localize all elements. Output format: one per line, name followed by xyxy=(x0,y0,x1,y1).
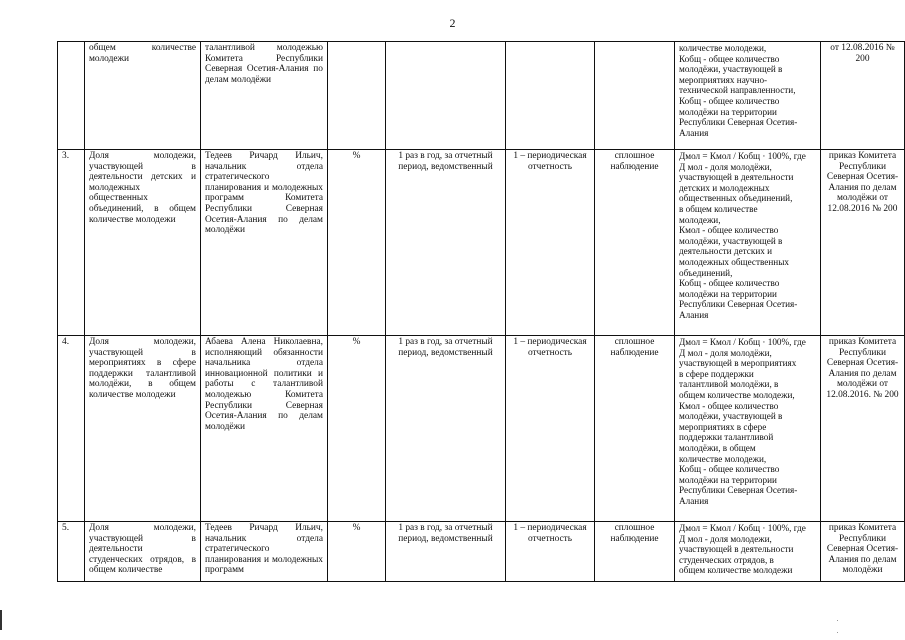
responsible-person: талантливой молодежью Комитета Республики Северная Осетия-Алания по делам молодёжи xyxy=(201,42,328,150)
observation-method xyxy=(595,42,675,150)
unit: % xyxy=(328,150,386,336)
indicator-name: Доля молодежи, участвующей в мероприятиях в сфере поддержки талантливой молодёжи, в общем количестве молодежи xyxy=(85,336,201,522)
observation-method: сплошное наблюдение xyxy=(595,150,675,336)
method-line: Дмол = Кмол / Кобщ · 100%, где xyxy=(679,337,806,347)
scan-edge-mark xyxy=(0,610,2,630)
method-line: Алания xyxy=(679,127,709,138)
row-number: 5. xyxy=(58,522,85,582)
row-number: 4. xyxy=(58,336,85,522)
method-line: молодёжи, участвующей в xyxy=(679,411,783,422)
source-document: приказ Комитета Республики Северная Осетия-Алания по делам молодёжи от 12.08.2016. № 200 xyxy=(821,336,905,522)
method-line: количестве молодежи, xyxy=(679,453,767,464)
method-line: молодёжи, в общем xyxy=(679,442,756,453)
method-line: технической направленности, xyxy=(679,85,796,96)
method-line: студенческих отрядов, в xyxy=(679,554,774,565)
method-line: Д мол - доля молодёжи, xyxy=(679,161,772,172)
responsible-person: Тедеев Ричард Ильич, начальник отдела стратегического планирования и молодежных программ xyxy=(201,522,328,582)
method-line: Республики Северная Осетия- xyxy=(679,485,798,496)
observation-method: сплошное наблюдение xyxy=(595,336,675,522)
unit: % xyxy=(328,522,386,582)
method-line: в общем количестве xyxy=(679,203,758,214)
method-line: участвующей в деятельности xyxy=(679,172,794,183)
indicator-type: 1 – периодическая отчетность xyxy=(506,336,595,522)
method-line: Кобщ - общее количество xyxy=(679,95,780,106)
method-line: Кобщ - общее количество xyxy=(679,464,780,475)
method-line: Алания xyxy=(679,495,709,506)
method-line: молодёжи на территории xyxy=(679,288,777,299)
method-line: мероприятиях научно- xyxy=(679,74,768,85)
table-row xyxy=(58,522,905,582)
method-line: Д мол - доля молодёжи, xyxy=(679,347,772,358)
table-row xyxy=(58,336,905,522)
method-line: Дмол = Кмол / Кобщ · 100%, где xyxy=(679,151,806,161)
method-line: Алания xyxy=(679,309,709,320)
method-line: мероприятиях в сфере xyxy=(679,421,767,432)
row-number xyxy=(58,42,85,150)
row-number: 3. xyxy=(58,150,85,336)
method-line: молодежных общественных xyxy=(679,256,789,267)
indicator-name: общем количестве молодежи xyxy=(85,42,201,150)
method-line: количестве молодежи, xyxy=(679,43,767,53)
method-line: участвующей в мероприятиях xyxy=(679,358,797,369)
frequency: 1 раз в год, за отчетный период, ведомственный xyxy=(386,150,506,336)
method-line: участвующей в деятельности xyxy=(679,544,794,555)
method-line: молодёжи на территории xyxy=(679,474,777,485)
frequency xyxy=(386,42,506,150)
source-document: приказ Комитета Республики Северная Осетия-Алания по делам молодёжи xyxy=(821,522,905,582)
table-row xyxy=(58,150,905,336)
unit xyxy=(328,42,386,150)
indicator-type xyxy=(506,42,595,150)
calculation-method xyxy=(675,336,821,522)
table-row xyxy=(58,42,905,150)
method-line: объединений, xyxy=(679,267,733,278)
scan-speck xyxy=(837,620,838,621)
calculation-method xyxy=(675,522,821,582)
indicator-name: Доля молодежи, участвующей в деятельности детских и молодежных общественных объединений, в общем количестве молодежи xyxy=(85,150,201,336)
calculation-method xyxy=(675,150,821,336)
method-line: Д мол - доля молодежи, xyxy=(679,533,772,544)
method-line: Дмол = Кмол / Кобщ · 100%, где xyxy=(679,523,806,533)
method-line: молодежи, xyxy=(679,214,721,225)
method-line: детских и молодежных xyxy=(679,182,770,193)
indicator-type: 1 – периодическая отчетность xyxy=(506,522,595,582)
method-line: Кмол - общее количество xyxy=(679,400,779,411)
method-line: Кобщ - общее количество xyxy=(679,53,780,64)
method-line: молодёжи, участвующей в xyxy=(679,64,783,75)
method-line: общем количестве молодежи, xyxy=(679,389,795,400)
method-line: поддержки талантливой xyxy=(679,432,774,443)
method-line: Республики Северная Осетия- xyxy=(679,299,798,310)
indicator-type: 1 – периодическая отчетность xyxy=(506,150,595,336)
responsible-person: Абаева Алена Николаевна, исполняющий обязанности начальника отдела инновационной политики и работы с талантливой молодежью Комитета Республики Северная Осетия-Алания по делам молодёжи xyxy=(201,336,328,522)
method-line: молодёжи, участвующей в xyxy=(679,235,783,246)
method-line: Республики Северная Осетия- xyxy=(679,117,798,128)
indicator-table xyxy=(57,41,905,582)
method-line: общем количестве молодежи xyxy=(679,565,793,576)
frequency: 1 раз в год, за отчетный период, ведомственный xyxy=(386,336,506,522)
frequency: 1 раз в год, за отчетный период, ведомственный xyxy=(386,522,506,582)
source-document: приказ Комитета Республики Северная Осетия-Алания по делам молодёжи от 12.08.2016 № 200 xyxy=(821,150,905,336)
method-line: в сфере поддержки xyxy=(679,368,754,379)
calculation-method xyxy=(675,42,821,150)
responsible-person: Тедеев Ричард Ильич, начальник отдела стратегического планирования и молодежных программ Комитета Республики Северная Осетия-Алания по делам молодёжи xyxy=(201,150,328,336)
observation-method: сплошное наблюдение xyxy=(595,522,675,582)
method-line: молодёжи на территории xyxy=(679,106,777,117)
scan-speck xyxy=(837,632,838,633)
method-line: общественных объединений, xyxy=(679,193,793,204)
method-line: деятельности детских и xyxy=(679,246,773,257)
unit: % xyxy=(328,336,386,522)
method-line: талантливой молодёжи, в xyxy=(679,379,779,390)
method-line: Кмол - общее количество xyxy=(679,225,779,236)
source-document: от 12.08.2016 № 200 xyxy=(821,42,905,150)
page-number: 2 xyxy=(449,16,456,30)
method-line: Кобщ - общее количество xyxy=(679,278,780,289)
indicator-name: Доля молодежи, участвующей в деятельности студенческих отрядов, в общем количестве xyxy=(85,522,201,582)
